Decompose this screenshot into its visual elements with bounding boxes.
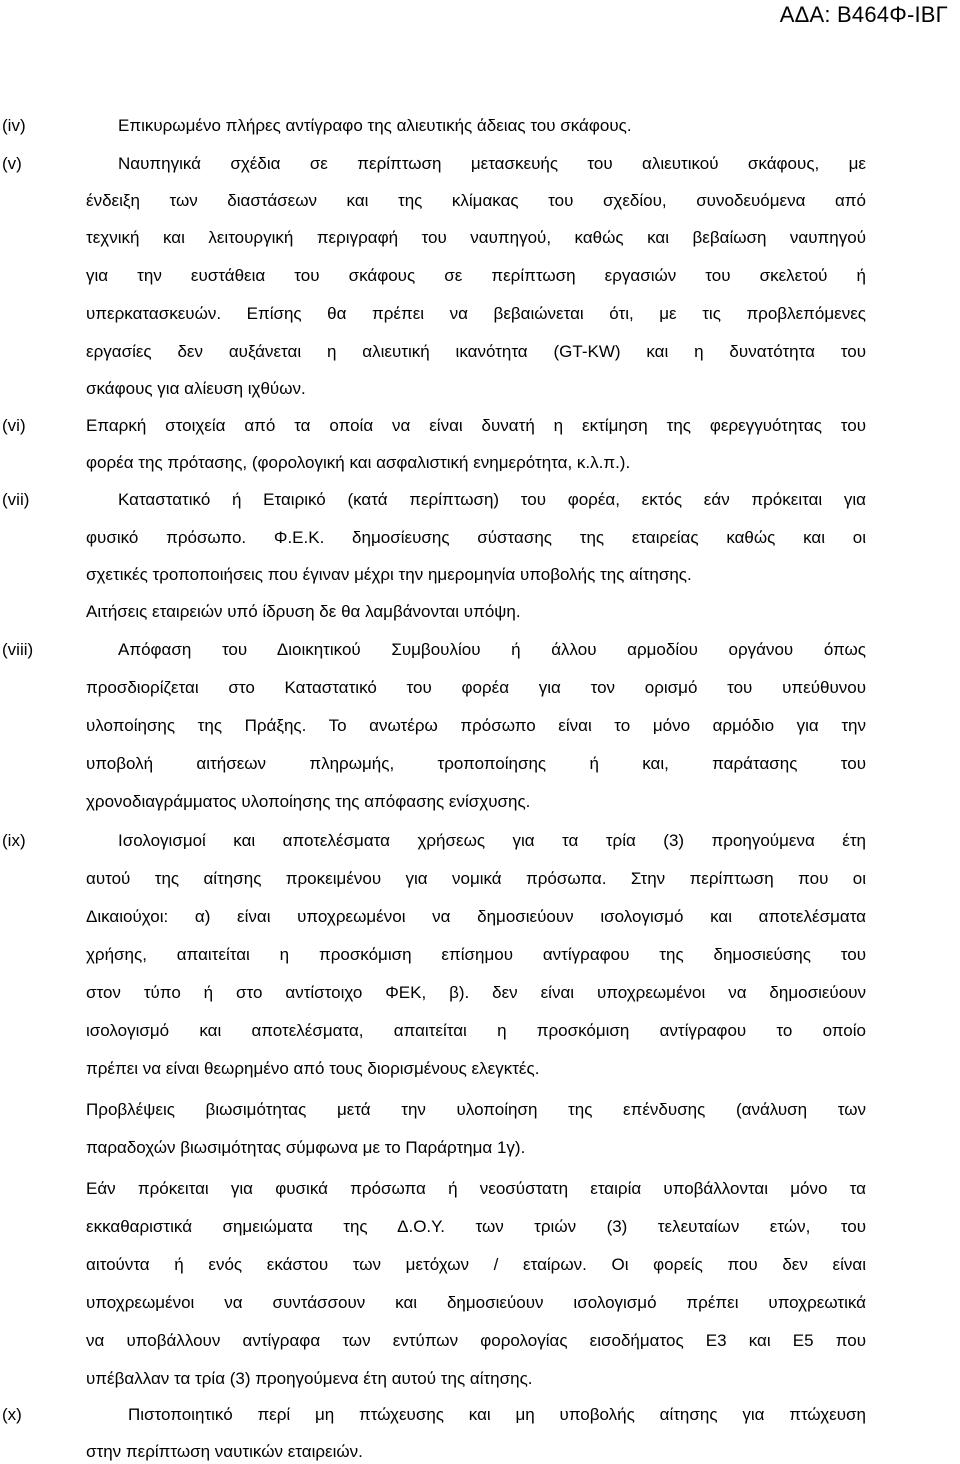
item-marker-x: (x) — [2, 1405, 22, 1424]
item-marker-vi: (vi) — [2, 416, 26, 435]
text-line: Ναυπηγικά σχέδια σε περίπτωση μετασκευής του αλιευτικού σκάφους, με — [118, 154, 866, 173]
text-line: στην περίπτωση ναυτικών εταιρειών. — [86, 1442, 363, 1461]
text-line: υποχρεωμένοι να συντάσσουν και δημοσιεύουν ισολογισμό πρέπει υποχρεωτικά — [86, 1293, 866, 1312]
text-line: Ισολογισμοί και αποτελέσματα χρήσεως για τα τρία (3) προηγούμενα έτη — [118, 831, 866, 850]
item-marker-viii: (viii) — [2, 640, 34, 659]
item-marker-iv: (iv) — [2, 116, 26, 135]
text-line: Εάν πρόκειται για φυσικά πρόσωπα ή νεοσύστατη εταιρία υποβάλλονται μόνο τα — [86, 1179, 866, 1198]
text-line: να υποβάλλουν αντίγραφα των εντύπων φορολογίας εισοδήματος Ε3 και Ε5 που — [86, 1331, 866, 1350]
item-marker-vii: (vii) — [2, 490, 30, 509]
text-line: Δικαιούχοι: α) είναι υποχρεωμένοι να δημοσιεύουν ισολογισμό και αποτελέσματα — [86, 907, 866, 926]
text-line: φορέα της πρότασης, (φορολογική και ασφαλιστική ενημερότητα, κ.λ.π.). — [86, 453, 631, 472]
text-line: ένδειξη των διαστάσεων και της κλίμακας του σχεδίου, συνοδευόμενα από — [86, 191, 866, 210]
text-line: υπερκατασκευών. Επίσης θα πρέπει να βεβαιώνεται ότι, με τις προβλεπόμενες — [86, 304, 866, 323]
text-line: Προβλέψεις βιωσιμότητας μετά την υλοποίηση της επένδυσης (ανάλυση των — [86, 1100, 866, 1119]
text-line: στον τύπο ή στο αντίστοιχο ΦΕΚ, β). δεν είναι υποχρεωμένοι να δημοσιεύουν — [86, 983, 866, 1002]
text-line: εργασίες δεν αυξάνεται η αλιευτική ικανότητα (GT-KW) και η δυνατότητα του — [86, 342, 866, 361]
text-line: σχετικές τροποποιήσεις που έγιναν μέχρι την ημερομηνία υποβολής της αίτησης. — [86, 565, 692, 584]
text-line: τεχνική και λειτουργική περιγραφή του ναυπηγού, καθώς και βεβαίωση ναυπηγού — [86, 228, 866, 247]
text-line: φυσικό πρόσωπο. Φ.Ε.Κ. δημοσίευσης σύστασης της εταιρείας καθώς και οι — [86, 528, 866, 547]
text-line: πρέπει να είναι θεωρημένο από τους διορισμένους ελεγκτές. — [86, 1059, 540, 1078]
text-line: ισολογισμό και αποτελέσματα, απαιτείται η προσκόμιση αντίγραφου το οποίο — [86, 1021, 866, 1040]
item-marker-v: (v) — [2, 154, 22, 173]
text-line: χρήσης, απαιτείται η προσκόμιση επίσημου αντίγραφου της δημοσιεύσης του — [86, 945, 866, 964]
text-line: Πιστοποιητικό περί μη πτώχευσης και μη υποβολής αίτησης για πτώχευση — [128, 1405, 866, 1424]
document-code: ΑΔΑ: Β464Φ-ΙΒΓ — [779, 2, 948, 27]
text-line: Αιτήσεις εταιρειών υπό ίδρυση δε θα λαμβάνονται υπόψη. — [86, 602, 521, 621]
text-line: Επαρκή στοιχεία από τα οποία να είναι δυνατή η εκτίμηση της φερεγγυότητας του — [86, 416, 866, 435]
text-line: υπέβαλλαν τα τρία (3) προηγούμενα έτη αυτού της αίτησης. — [86, 1369, 533, 1388]
text-line: παραδοχών βιωσιμότητας σύμφωνα με το Παράρτημα 1γ). — [86, 1138, 526, 1157]
item-marker-ix: (ix) — [2, 831, 26, 850]
text-line: αυτού της αίτησης προκειμένου για νομικά πρόσωπα. Στην περίπτωση που οι — [86, 869, 866, 888]
text-line: για την ευστάθεια του σκάφους σε περίπτωση εργασιών του σκελετού ή — [86, 266, 866, 285]
text-line: Απόφαση του Διοικητικού Συμβουλίου ή άλλου αρμοδίου οργάνου όπως — [118, 640, 866, 659]
text-line: προσδιορίζεται στο Καταστατικό του φορέα για τον ορισμό του υπεύθυνου — [86, 678, 866, 697]
text-line: αιτούντα ή ενός εκάστου των μετόχων / εταίρων. Οι φορείς που δεν είναι — [86, 1255, 866, 1274]
text-line: υποβολή αιτήσεων πληρωμής, τροποποίησης ή και, παράτασης του — [86, 754, 866, 773]
text-line: Καταστατικό ή Εταιρικό (κατά περίπτωση) του φορέα, εκτός εάν πρόκειται για — [118, 490, 866, 509]
text-line: Επικυρωμένο πλήρες αντίγραφο της αλιευτικής άδειας του σκάφους. — [118, 116, 632, 135]
text-line: υλοποίησης της Πράξης. Το ανωτέρω πρόσωπο είναι το μόνο αρμόδιο για την — [86, 716, 866, 735]
text-line: σκάφους για αλίευση ιχθύων. — [86, 379, 306, 398]
text-line: χρονοδιαγράμματος υλοποίησης της απόφασης ενίσχυσης. — [86, 792, 531, 811]
text-line: εκκαθαριστικά σημειώματα της Δ.Ο.Υ. των τριών (3) τελευταίων ετών, του — [86, 1217, 866, 1236]
